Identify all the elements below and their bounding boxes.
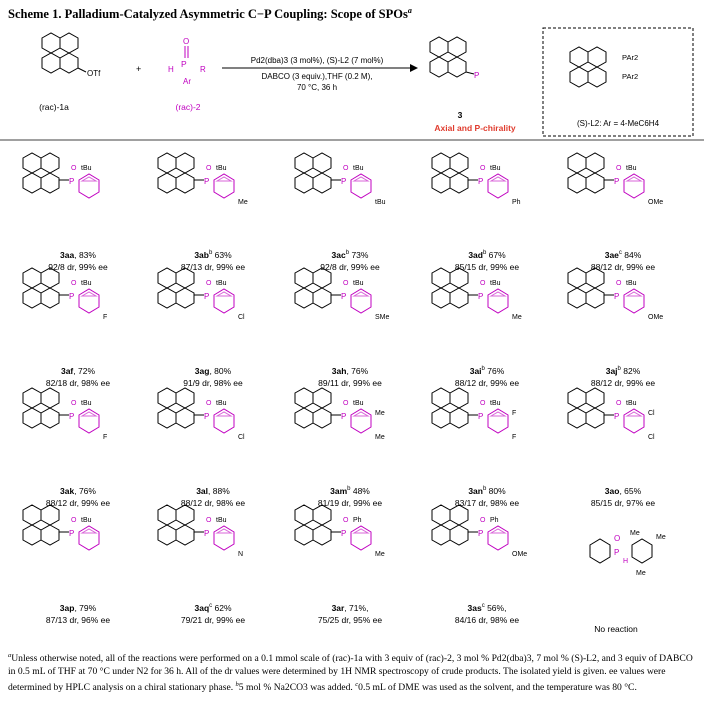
aryl-ring xyxy=(79,174,99,198)
product-note-mark: b xyxy=(617,366,621,372)
phosphorus-atom: P xyxy=(478,177,484,186)
aryl-substituent-2-label: Cl xyxy=(648,410,655,417)
oxygen-atom: O xyxy=(206,280,212,287)
p-substituent-label: tBu xyxy=(626,165,637,172)
p-substituent-label: tBu xyxy=(353,165,364,172)
product-id: 3as xyxy=(467,602,482,613)
product-selectivity: 91/9 dr, 98% ee xyxy=(183,377,243,388)
p-substituent-label: tBu xyxy=(81,165,92,172)
product-3ad xyxy=(427,247,547,273)
oxygen-atom: O xyxy=(480,280,486,287)
svg-text:H: H xyxy=(623,558,629,565)
aryl-substituent-label: Cl xyxy=(238,314,245,321)
structure-3ag xyxy=(158,268,245,321)
aryl-substituent-label: OMe xyxy=(648,314,664,321)
product-id: 3ak xyxy=(60,485,75,496)
structure-3ai xyxy=(432,268,522,321)
product-3an xyxy=(427,483,547,509)
product-id: 3ac xyxy=(331,249,346,260)
product-yield: 63% xyxy=(212,249,232,260)
aryl-substituent-label: Ph xyxy=(512,199,521,206)
otf-group-label: OTf xyxy=(87,69,101,78)
product-note-mark: c xyxy=(209,603,213,609)
aryl-ring xyxy=(488,409,508,433)
ligand-group-1: PAr2 xyxy=(622,53,639,62)
aryl-substituent-label: Me xyxy=(512,314,522,321)
product-id: 3al xyxy=(196,485,209,496)
svg-text:Me: Me xyxy=(636,570,646,577)
structure-3aq xyxy=(158,505,243,558)
product-note: Axial and P-chirality xyxy=(434,123,516,133)
product-3ap xyxy=(18,600,138,626)
product-3af xyxy=(18,363,138,389)
product-yield: 67% xyxy=(486,249,506,260)
product-yield: , 72% xyxy=(73,365,96,376)
aryl-ring xyxy=(624,409,644,433)
product-selectivity: 88/12 dr, 99% ee xyxy=(45,497,111,508)
aryl-substituent-label: F xyxy=(103,314,108,321)
no-reaction-structure xyxy=(590,530,666,577)
svg-text:O: O xyxy=(183,37,190,46)
structure-3am xyxy=(295,388,385,441)
phosphorus-atom: P xyxy=(204,529,210,538)
p-substituent-label: tBu xyxy=(81,400,92,407)
product-selectivity: 87/13 dr, 96% ee xyxy=(45,614,111,625)
phosphorus-atom: P xyxy=(614,177,620,186)
product-selectivity: 92/8 dr, 99% ee xyxy=(320,261,380,272)
phosphorus-atom: P xyxy=(614,292,620,301)
aryl-substituent-label: Me xyxy=(375,551,385,558)
aryl-substituent-label: OMe xyxy=(648,199,664,206)
aryl-substituent-2-label: F xyxy=(512,410,517,417)
structure-3ap xyxy=(23,505,99,550)
phosphorus-atom: P xyxy=(478,292,484,301)
structure-3af xyxy=(23,268,107,321)
oxygen-atom: O xyxy=(71,517,77,524)
product-3ar xyxy=(290,600,410,626)
product-selectivity: 81/19 dr, 99% ee xyxy=(317,497,383,508)
phosphorus-atom: P xyxy=(478,529,484,538)
product-selectivity: 88/12 dr, 99% ee xyxy=(590,261,656,272)
product-selectivity: 84/16 dr, 98% ee xyxy=(454,614,520,625)
aryl-substituent-label: F xyxy=(512,434,517,441)
product-note-mark: c xyxy=(618,250,622,256)
product-3as xyxy=(427,600,547,626)
product-selectivity: 79/21 dr, 99% ee xyxy=(180,614,246,625)
p-substituent-label: tBu xyxy=(81,280,92,287)
svg-text:P: P xyxy=(181,59,187,69)
ligand-group-2: PAr2 xyxy=(622,72,639,81)
ligand-label: (S)-L2: Ar = 4-MeC6H4 xyxy=(576,119,660,128)
aryl-substituent-label: Cl xyxy=(648,434,655,441)
product-note-mark: c xyxy=(481,603,485,609)
oxygen-atom: O xyxy=(71,400,77,407)
product-selectivity: 85/15 dr, 97% ee xyxy=(590,497,656,508)
oxygen-atom: O xyxy=(616,280,622,287)
product-id: 3ap xyxy=(59,602,75,613)
phosphorus-atom: P xyxy=(341,292,347,301)
product-note-mark: b xyxy=(345,250,350,256)
svg-text:H: H xyxy=(168,65,174,74)
phosphorus-atom: P xyxy=(69,529,75,538)
conditions-line-3: 70 °C, 36 h xyxy=(296,83,338,92)
p-substituent-label: tBu xyxy=(216,280,227,287)
product-selectivity: 88/12 dr, 99% ee xyxy=(590,377,656,388)
product-id: 3am xyxy=(330,485,348,496)
p-substituent-label: Ph xyxy=(490,517,499,524)
structure-3ao xyxy=(568,388,655,441)
oxygen-atom: O xyxy=(480,400,486,407)
aryl-substituent-label: Me xyxy=(375,434,385,441)
p-substituent-label: tBu xyxy=(626,280,637,287)
product-yield: , 76% xyxy=(74,485,96,496)
product-yield: 56%, xyxy=(484,602,507,613)
product-3ac xyxy=(290,247,410,273)
oxygen-atom: O xyxy=(206,400,212,407)
svg-text:Me: Me xyxy=(656,534,666,541)
product-yield: 76% xyxy=(484,365,505,376)
aryl-ring xyxy=(214,526,234,550)
product-yield: 84% xyxy=(621,249,642,260)
p-substituent-label: tBu xyxy=(353,280,364,287)
structure-3ac xyxy=(295,153,386,206)
p-substituent-label: Ph xyxy=(353,517,362,524)
product-id: 3ad xyxy=(468,249,483,260)
phosphorus-atom: P xyxy=(204,177,210,186)
no-reaction-caption: No reaction xyxy=(594,624,638,634)
oxygen-atom: O xyxy=(206,517,212,524)
aryl-substituent-label: SMe xyxy=(375,314,390,321)
structure-3as xyxy=(432,505,527,558)
svg-text:P: P xyxy=(614,548,620,557)
product-note-mark: b xyxy=(482,250,487,256)
product-3aj xyxy=(563,363,683,389)
product-yield: 80% xyxy=(486,485,506,496)
product-id: 3aj xyxy=(605,365,618,376)
product-yield: 62% xyxy=(212,602,232,613)
p-substituent-label: tBu xyxy=(216,517,227,524)
phosphorus-atom: P xyxy=(69,292,75,301)
aryl-ring xyxy=(624,174,644,198)
product-yield: , 80% xyxy=(209,365,232,376)
aryl-ring xyxy=(214,174,234,198)
product-selectivity: 85/15 dr, 99% ee xyxy=(454,261,520,272)
plus-sign: + xyxy=(136,64,142,74)
oxygen-atom: O xyxy=(480,517,486,524)
product-yield: , 83% xyxy=(74,249,96,260)
phosphorus-atom: P xyxy=(341,177,347,186)
structure-3ar xyxy=(295,505,385,558)
product-selectivity: 83/17 dr, 98% ee xyxy=(454,497,520,508)
product-selectivity: 92/8 dr, 99% ee xyxy=(48,261,108,272)
aryl-ring xyxy=(79,289,99,313)
product-note-mark: b xyxy=(482,486,487,492)
svg-text:Ar: Ar xyxy=(183,77,191,86)
oxygen-atom: O xyxy=(71,280,77,287)
product-yield: 48% xyxy=(350,485,370,496)
product-yield: 73% xyxy=(349,249,369,260)
aryl-ring xyxy=(488,526,508,550)
footnotes xyxy=(8,649,698,694)
svg-text:P: P xyxy=(474,71,480,80)
product-note-mark: b xyxy=(347,486,351,492)
aryl-substituent-label: OMe xyxy=(512,551,528,558)
reactant2-structure xyxy=(168,37,206,86)
p-substituent-label: tBu xyxy=(626,400,637,407)
aryl-ring xyxy=(351,409,371,433)
product-3ah xyxy=(290,363,410,389)
phosphorus-atom: P xyxy=(204,292,210,301)
phosphorus-atom: P xyxy=(69,412,75,421)
conditions-line-2: DABCO (3 equiv.),THF (0.2 M), xyxy=(261,72,373,81)
product-id: 3ab xyxy=(194,249,209,260)
structure-3ae xyxy=(568,153,663,206)
product-3aq xyxy=(153,600,273,626)
aryl-substituent-label: N xyxy=(238,551,244,558)
oxygen-atom: O xyxy=(480,165,486,172)
aryl-ring xyxy=(488,174,508,198)
oxygen-atom: O xyxy=(71,165,77,172)
oxygen-atom: O xyxy=(343,400,349,407)
structure-3ah xyxy=(295,268,390,321)
product-id: 3ah xyxy=(331,365,347,376)
product-yield: , 71%, xyxy=(344,602,369,613)
phosphorus-atom: P xyxy=(69,177,75,186)
product-selectivity: 88/12 dr, 99% ee xyxy=(454,377,520,388)
aryl-ring xyxy=(214,289,234,313)
product-3aa xyxy=(18,247,138,273)
aryl-ring xyxy=(488,289,508,313)
product-3ae xyxy=(563,247,683,273)
p-substituent-label: tBu xyxy=(490,400,501,407)
product-id: 3af xyxy=(60,365,74,376)
phosphorus-atom: P xyxy=(341,412,347,421)
oxygen-atom: O xyxy=(616,400,622,407)
structure-3ad xyxy=(432,153,521,206)
aryl-ring xyxy=(351,174,371,198)
structure-3al xyxy=(158,388,245,441)
structure-3an xyxy=(432,388,516,441)
product-selectivity: 87/13 dr, 99% ee xyxy=(180,261,246,272)
product-3ak xyxy=(18,483,138,509)
phosphorus-atom: P xyxy=(204,412,210,421)
aryl-ring xyxy=(624,289,644,313)
product-id: 3ar xyxy=(331,602,345,613)
aryl-substituent-label: tBu xyxy=(375,199,386,206)
product-id: 3ai xyxy=(469,365,482,376)
structure-3ab xyxy=(158,153,248,206)
product-id: 3ae xyxy=(604,249,619,260)
product-selectivity: 88/12 dr, 98% ee xyxy=(180,497,246,508)
product-3ai xyxy=(427,363,547,389)
svg-text:O: O xyxy=(614,534,621,543)
product-3ao xyxy=(563,483,683,509)
product-3ag xyxy=(153,363,273,389)
p-substituent-label: tBu xyxy=(81,517,92,524)
aryl-ring xyxy=(79,526,99,550)
p-substituent-label: tBu xyxy=(353,400,364,407)
aryl-ring xyxy=(351,289,371,313)
product-id: 3an xyxy=(468,485,483,496)
p-substituent-label: tBu xyxy=(216,165,227,172)
svg-text:R: R xyxy=(200,65,206,74)
structure-3aa xyxy=(23,153,99,198)
product-selectivity: 89/11 dr, 99% ee xyxy=(318,377,382,388)
oxygen-atom: O xyxy=(343,280,349,287)
product-yield: , 88% xyxy=(208,485,230,496)
product-selectivity: 82/18 dr, 98% ee xyxy=(45,377,111,388)
phosphorus-atom: P xyxy=(614,412,620,421)
product-id: 3aq xyxy=(194,602,210,613)
product-selectivity: 75/25 dr, 95% ee xyxy=(317,614,383,625)
aryl-substituent-2-label: Me xyxy=(375,410,385,417)
footnote-a: $^a$Unless otherwise noted, all of the reactions were performed on a 0.1 mmol scale of (rac)-1a with 3 equiv of (rac)-2, 3 mol % Pd2(dba)3, 7 mol % (S)-L2, and 3 equiv of DABCO in 0.5 mL of THF at 70 °C under N2 for 36 h. All of the dr values were determined by 1H NMR spectroscopy of crude products. The isolated yield is given. ee values were determined by HPLC analysis on a chiral stationary phase. $^b$5 mol % Na2CO3 was added. $^c$0.5 mL of DME was used as the solvent, and the temperature was 80 °C. xyxy=(8,652,693,694)
product-yield: , 79% xyxy=(74,602,97,613)
aryl-substituent-label: F xyxy=(103,434,108,441)
oxygen-atom: O xyxy=(206,165,212,172)
conditions-line-1: Pd2(dba)3 (3 mol%), (S)-L2 (7 mol%) xyxy=(250,56,384,65)
product-id: 3aa xyxy=(60,249,75,260)
reactant2-label: (rac)-2 xyxy=(175,102,201,112)
phosphorus-atom: P xyxy=(341,529,347,538)
scheme-title: Scheme 1. Palladium-Catalyzed Asymmetric C−P Coupling: Scope of SPOs$^a$ xyxy=(8,6,412,22)
product-3al xyxy=(153,483,273,509)
aryl-substituent-label: Cl xyxy=(238,434,245,441)
p-substituent-label: tBu xyxy=(490,165,501,172)
oxygen-atom: O xyxy=(343,517,349,524)
aryl-ring xyxy=(351,526,371,550)
product-yield: , 65% xyxy=(619,485,642,496)
product-yield: 82% xyxy=(620,365,641,376)
aryl-ring xyxy=(79,409,99,433)
reactant1-label: (rac)-1a xyxy=(39,102,69,112)
product-id: 3ao xyxy=(604,485,620,496)
product-note-mark: b xyxy=(208,250,213,256)
oxygen-atom: O xyxy=(616,165,622,172)
product-3am xyxy=(290,483,410,509)
aryl-substituent-label: Me xyxy=(238,199,248,206)
product-yield: , 76% xyxy=(346,365,369,376)
structure-3ak xyxy=(23,388,107,441)
oxygen-atom: O xyxy=(343,165,349,172)
structure-3aj xyxy=(568,268,663,321)
phosphorus-atom: P xyxy=(478,412,484,421)
aryl-ring xyxy=(214,409,234,433)
svg-text:Me: Me xyxy=(630,530,640,537)
product-note-mark: b xyxy=(481,366,485,372)
p-substituent-label: tBu xyxy=(490,280,501,287)
product-id: 3ag xyxy=(194,365,210,376)
product-3ab xyxy=(153,247,273,273)
product-label: 3 xyxy=(457,110,463,120)
p-substituent-label: tBu xyxy=(216,400,227,407)
